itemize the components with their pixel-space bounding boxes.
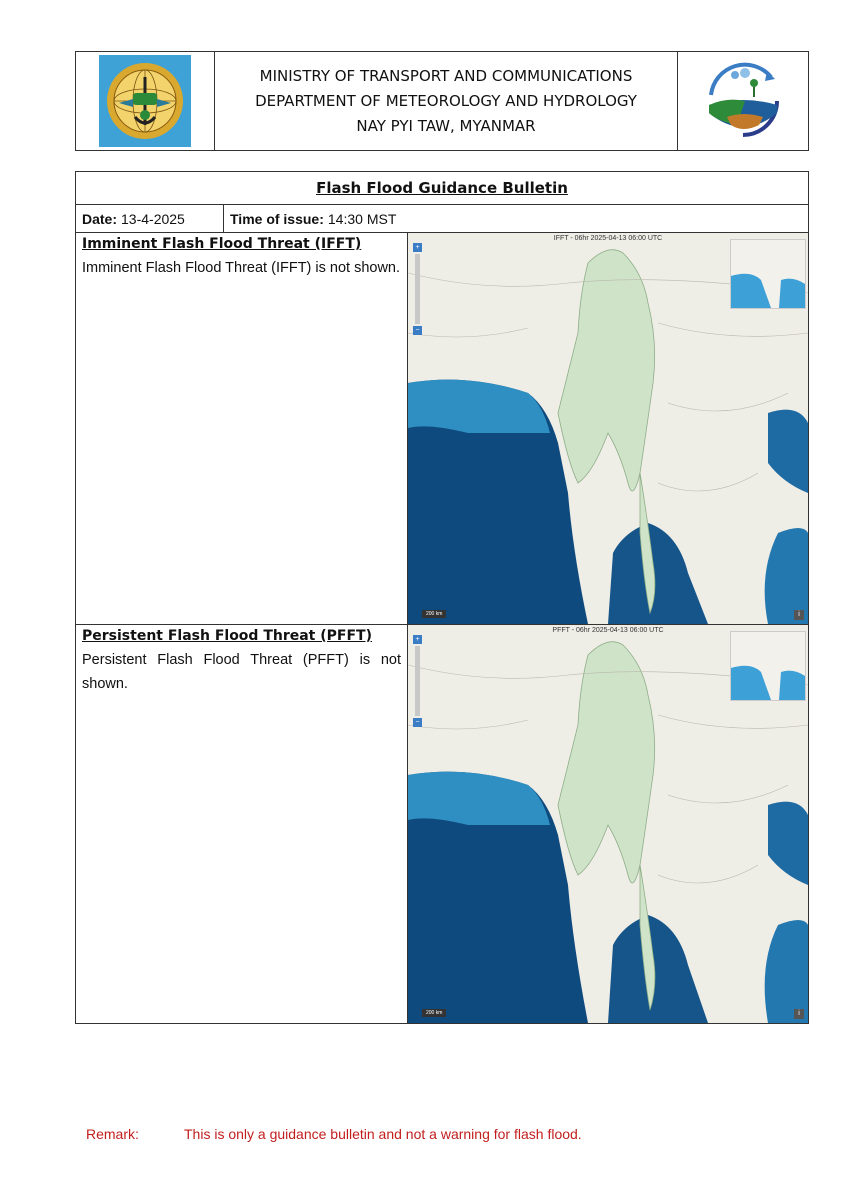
ifft-zoom-out-button[interactable]: − xyxy=(413,326,422,335)
ifft-zoom-control[interactable] xyxy=(413,243,423,337)
pfft-row xyxy=(76,625,808,1023)
ministry-name: MINISTRY OF TRANSPORT AND COMMUNICATIONS xyxy=(259,66,633,85)
pfft-inset-image xyxy=(731,632,805,700)
ifft-scale-bar: 200 km xyxy=(422,610,446,618)
ministry-logo-cell xyxy=(76,52,215,150)
remark-text: This is only a guidance bulletin and not a warning for flash flood. xyxy=(184,1126,582,1142)
ifft-info-icon[interactable]: i xyxy=(794,610,804,620)
location: NAY PYI TAW, MYANMAR xyxy=(356,116,536,135)
department-name: DEPARTMENT OF METEOROLOGY AND HYDROLOGY xyxy=(255,91,637,110)
pfft-text-cell xyxy=(76,625,408,1023)
issue-time xyxy=(224,205,396,232)
pfft-description: Persistent Flash Flood Threat (PFFT) is not shown. xyxy=(82,652,401,692)
date-value: 13-4-2025 xyxy=(121,210,185,227)
ifft-row xyxy=(76,233,808,625)
bulletin-table xyxy=(75,171,809,1024)
time-value: 14:30 MST xyxy=(327,210,397,227)
ifft-description: Imminent Flash Flood Threat (IFFT) is not shown. xyxy=(82,260,401,276)
time-label: Time of issue: xyxy=(230,210,324,227)
pfft-heading: Persistent Flash Flood Threat (PFFT) xyxy=(82,628,372,644)
bulletin-title: Flash Flood Guidance Bulletin xyxy=(76,172,808,205)
ifft-zoom-slider[interactable] xyxy=(415,254,420,324)
ifft-heading: Imminent Flash Flood Threat (IFFT) xyxy=(82,236,362,252)
remark xyxy=(86,1126,582,1142)
dmh-logo-cell xyxy=(677,52,808,150)
dmh-hydrology-logo-icon xyxy=(697,55,789,147)
pfft-map-caption: PFFT - 06hr 2025-04-13 06:00 UTC xyxy=(552,627,664,634)
ifft-text-cell xyxy=(76,233,408,624)
pfft-zoom-out-button[interactable]: − xyxy=(413,718,422,727)
ifft-zoom-in-button[interactable]: + xyxy=(413,243,422,252)
pfft-zoom-in-button[interactable]: + xyxy=(413,635,422,644)
ifft-overview-inset[interactable] xyxy=(730,239,806,309)
pfft-scale-bar: 200 km xyxy=(422,1009,446,1017)
letterhead xyxy=(75,51,809,151)
issue-date xyxy=(76,205,224,232)
letterhead-title xyxy=(215,52,677,150)
bulletin-meta xyxy=(76,205,808,233)
ifft-map-caption: IFFT - 06hr 2025-04-13 06:00 UTC xyxy=(553,235,663,242)
date-label: Date: xyxy=(82,210,118,227)
pfft-info-icon[interactable]: i xyxy=(794,1009,804,1019)
ifft-map[interactable] xyxy=(408,233,808,624)
ifft-inset-image xyxy=(731,240,805,308)
ministry-emblem-icon xyxy=(99,55,191,147)
pfft-zoom-slider[interactable] xyxy=(415,646,420,716)
pfft-map[interactable] xyxy=(408,625,808,1023)
pfft-zoom-control[interactable] xyxy=(413,635,423,729)
remark-label: Remark: xyxy=(86,1126,139,1142)
pfft-overview-inset[interactable] xyxy=(730,631,806,701)
